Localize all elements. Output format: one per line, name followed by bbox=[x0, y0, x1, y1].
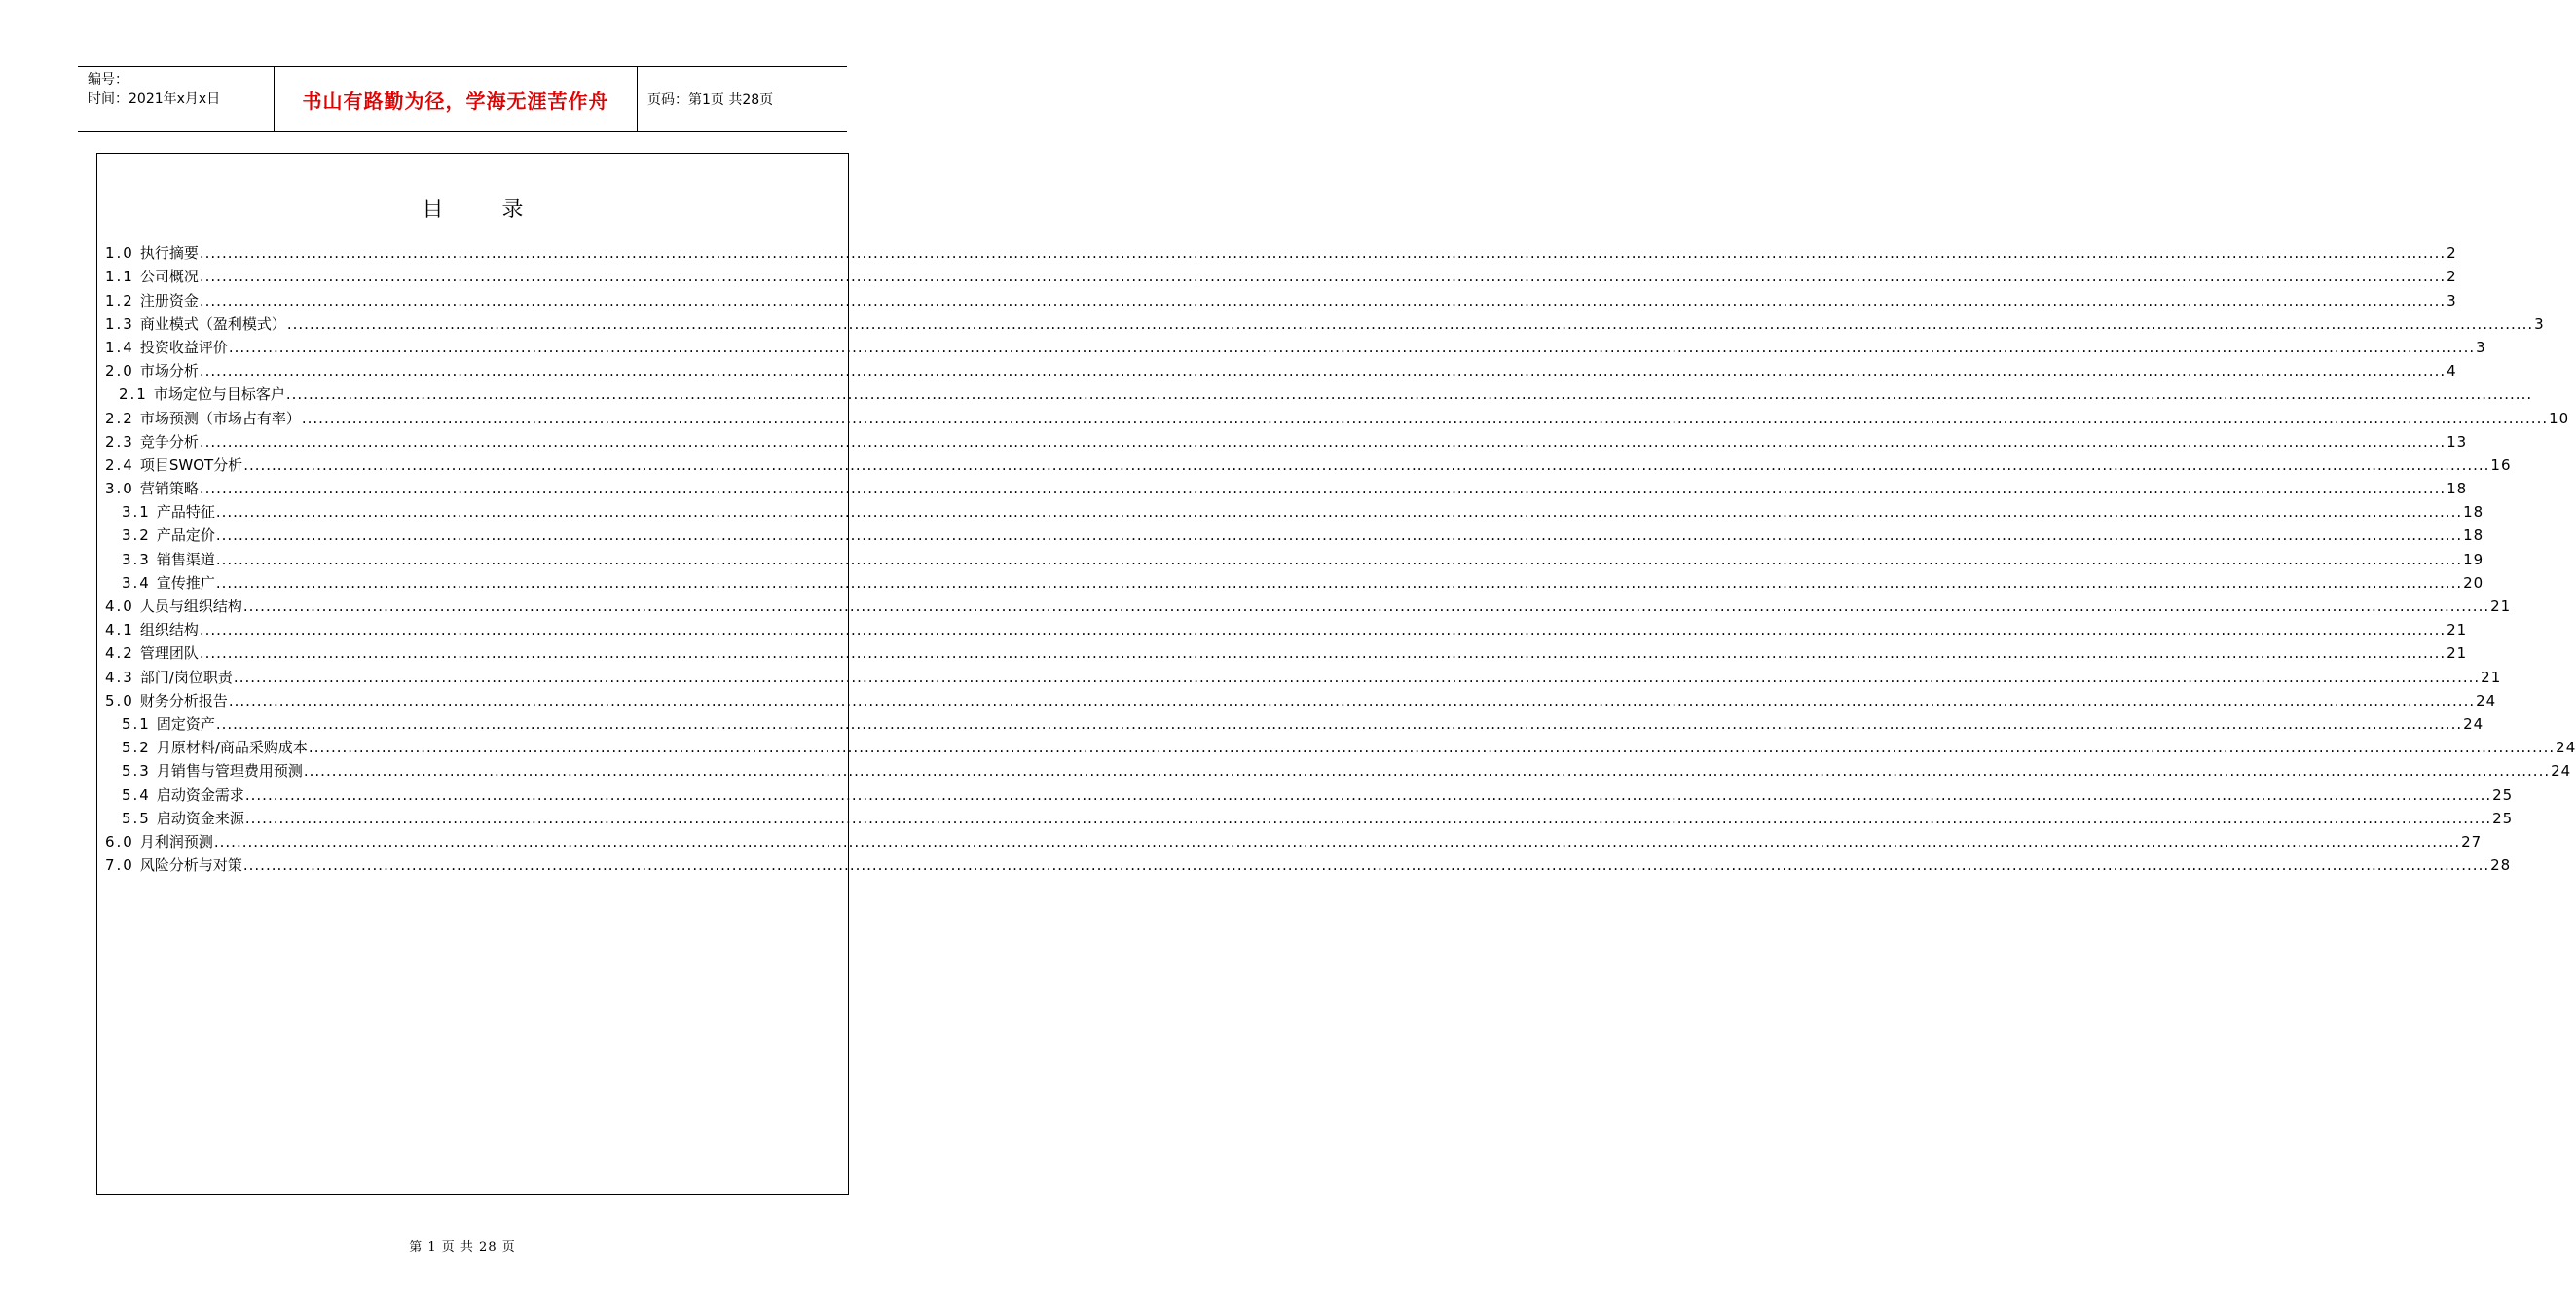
toc-dot-leader: ................................................................................................................................................................................................................................................................................................................................................................................................................ bbox=[215, 550, 2463, 568]
toc-entry[interactable] bbox=[105, 263, 2457, 286]
toc-entry-page: 2 bbox=[2447, 244, 2457, 263]
toc-entry-page: 18 bbox=[2463, 503, 2484, 522]
toc-dot-leader: ................................................................................................................................................................................................................................................................................................................................................................................................................ bbox=[199, 480, 2447, 498]
toc-dot-leader: ................................................................................................................................................................................................................................................................................................................................................................................................................ bbox=[199, 432, 2447, 451]
toc-entry-number: 2.4 bbox=[105, 455, 134, 474]
toc-dot-leader: ................................................................................................................................................................................................................................................................................................................................................................................................................ bbox=[215, 503, 2463, 522]
toc-dot-leader: ................................................................................................................................................................................................................................................................................................................................................................................................................ bbox=[243, 455, 2490, 474]
toc-entry-title: 风险分析与对策 bbox=[139, 856, 242, 875]
toc-entry[interactable] bbox=[105, 310, 2545, 334]
toc-entry[interactable] bbox=[105, 286, 2457, 309]
toc-entry-number: 1.4 bbox=[105, 338, 134, 356]
toc-entry[interactable] bbox=[105, 710, 2484, 734]
toc-entry-page: 2 bbox=[2447, 268, 2457, 286]
toc-entry-title: 月销售与管理费用预测 bbox=[156, 762, 303, 781]
toc-entry-title: 启动资金需求 bbox=[156, 785, 244, 804]
toc-entry-number: 1.0 bbox=[105, 244, 134, 263]
header-page-info: 页码：第1页 共28页 bbox=[647, 92, 774, 108]
toc-entry-number: 2.1 bbox=[119, 385, 148, 404]
toc-entry-title: 营销策略 bbox=[139, 480, 199, 498]
header-meta bbox=[78, 67, 274, 131]
toc-entry-number: 1.2 bbox=[105, 291, 134, 309]
toc-entry-page: 3 bbox=[2534, 314, 2545, 333]
serial-number-label: 编号： bbox=[88, 72, 129, 88]
toc-entry[interactable] bbox=[105, 687, 2497, 710]
toc-dot-leader: ................................................................................................................................................................................................................................................................................................................................................................................................................ bbox=[286, 314, 2534, 333]
toc-entry-number: 5.1 bbox=[122, 714, 151, 733]
toc-entry-page: 19 bbox=[2463, 550, 2484, 568]
toc-entry-page: 21 bbox=[2481, 668, 2502, 686]
toc-entry-number: 7.0 bbox=[105, 856, 134, 875]
toc-entry-number: 3.0 bbox=[105, 480, 134, 498]
toc-entry-page: 25 bbox=[2492, 809, 2514, 827]
toc-entry-title: 固定资产 bbox=[156, 714, 215, 733]
toc-dot-leader: ................................................................................................................................................................................................................................................................................................................................................................................................................ bbox=[285, 385, 2533, 404]
toc-entry-page: 24 bbox=[2476, 691, 2497, 709]
toc-entry[interactable] bbox=[105, 781, 2514, 804]
toc-dot-leader: ................................................................................................................................................................................................................................................................................................................................................................................................................ bbox=[199, 644, 2447, 663]
toc-entry-number: 5.0 bbox=[105, 691, 134, 709]
toc-entry-title: 投资收益评价 bbox=[139, 338, 228, 356]
toc-dot-leader: ................................................................................................................................................................................................................................................................................................................................................................................................................ bbox=[303, 762, 2551, 781]
toc-entry-page: 25 bbox=[2492, 785, 2514, 804]
toc-entry-title: 注册资金 bbox=[139, 291, 199, 309]
toc-entry-page: 28 bbox=[2490, 856, 2512, 875]
toc-entry-title: 产品特征 bbox=[156, 503, 215, 522]
toc-entry-number: 5.4 bbox=[122, 785, 151, 804]
toc-entry-page: 20 bbox=[2463, 573, 2484, 592]
toc-frame bbox=[96, 153, 2576, 1195]
toc-entry[interactable] bbox=[105, 404, 2570, 427]
page-header bbox=[78, 66, 847, 132]
toc-entry-title: 销售渠道 bbox=[156, 550, 215, 568]
toc-entry[interactable] bbox=[105, 593, 2512, 616]
toc-entry[interactable] bbox=[105, 239, 2457, 263]
toc-entry[interactable] bbox=[105, 428, 2468, 452]
toc-entry[interactable] bbox=[105, 663, 2502, 686]
toc-entry[interactable] bbox=[105, 357, 2457, 381]
toc-entry-title: 人员与组织结构 bbox=[139, 598, 242, 615]
toc-entry[interactable] bbox=[105, 734, 2576, 757]
toc-entry-number: 2.2 bbox=[105, 409, 134, 427]
toc-entry-page: 3 bbox=[2447, 291, 2457, 309]
toc-entry-number: 6.0 bbox=[105, 832, 134, 851]
toc-entry-number: 4.1 bbox=[105, 621, 134, 639]
toc-entry-number: 5.2 bbox=[122, 739, 151, 757]
toc-entry-page: 13 bbox=[2447, 432, 2468, 451]
toc-entry-number: 3.4 bbox=[122, 573, 151, 592]
toc-entry-page: 18 bbox=[2463, 527, 2484, 545]
toc-entry[interactable] bbox=[105, 805, 2514, 828]
toc-dot-leader: ................................................................................................................................................................................................................................................................................................................................................................................................................ bbox=[308, 739, 2556, 757]
toc-entry-title: 管理团队 bbox=[139, 644, 199, 663]
toc-entry-number: 5.5 bbox=[122, 809, 151, 827]
toc-entry-number: 4.2 bbox=[105, 644, 134, 663]
toc-entry-title: 部门/岗位职责 bbox=[139, 668, 233, 686]
toc-dot-leader: ................................................................................................................................................................................................................................................................................................................................................................................................................ bbox=[215, 714, 2463, 733]
page-footer: 第 1 页 共 28 页 bbox=[409, 1240, 516, 1254]
toc-entry-page: 3 bbox=[2476, 338, 2486, 356]
toc-dot-leader: ................................................................................................................................................................................................................................................................................................................................................................................................................ bbox=[301, 409, 2549, 427]
toc-dot-leader: ................................................................................................................................................................................................................................................................................................................................................................................................................ bbox=[244, 809, 2492, 827]
toc-entry-title: 商业模式（盈利模式） bbox=[139, 314, 286, 333]
toc-entry-title: 市场分析 bbox=[139, 362, 199, 381]
toc-entry-number: 3.3 bbox=[122, 550, 151, 568]
toc-entry-page: 21 bbox=[2447, 644, 2468, 663]
toc-entry[interactable] bbox=[105, 475, 2468, 498]
toc-entry-number: 2.0 bbox=[105, 362, 134, 381]
toc-dot-leader: ................................................................................................................................................................................................................................................................................................................................................................................................................ bbox=[228, 338, 2476, 356]
toc-list bbox=[105, 239, 2576, 875]
toc-entry-title: 执行摘要 bbox=[139, 244, 199, 263]
date-label: 时间：2021年x月x日 bbox=[88, 91, 221, 107]
toc-entry-number: 1.1 bbox=[105, 268, 134, 286]
toc-entry-page: 4 bbox=[2447, 362, 2457, 381]
toc-dot-leader: ................................................................................................................................................................................................................................................................................................................................................................................................................ bbox=[199, 244, 2447, 263]
toc-entry-number: 5.3 bbox=[122, 762, 151, 781]
toc-entry[interactable] bbox=[105, 616, 2468, 639]
toc-entry-number: 1.3 bbox=[105, 314, 134, 333]
toc-entry[interactable] bbox=[105, 639, 2468, 663]
toc-dot-leader: ................................................................................................................................................................................................................................................................................................................................................................................................................ bbox=[215, 573, 2463, 592]
toc-dot-leader: ................................................................................................................................................................................................................................................................................................................................................................................................................ bbox=[199, 291, 2447, 309]
toc-entry-title: 项目SWOT分析 bbox=[139, 455, 243, 474]
toc-entry-title: 竞争分析 bbox=[139, 432, 199, 451]
toc-entry-page: 24 bbox=[2463, 714, 2484, 733]
toc-entry-title: 宣传推广 bbox=[156, 573, 215, 592]
toc-entry-page: 10 bbox=[2549, 409, 2570, 427]
toc-entry-number: 3.1 bbox=[122, 503, 151, 522]
toc-entry[interactable] bbox=[105, 852, 2512, 875]
toc-entry-title: 月利润预测 bbox=[139, 832, 213, 851]
toc-dot-leader: ................................................................................................................................................................................................................................................................................................................................................................................................................ bbox=[228, 691, 2476, 709]
toc-dot-leader: ................................................................................................................................................................................................................................................................................................................................................................................................................ bbox=[242, 598, 2490, 615]
toc-dot-leader: ................................................................................................................................................................................................................................................................................................................................................................................................................ bbox=[213, 832, 2461, 851]
toc-entry-page: 24 bbox=[2556, 739, 2576, 757]
toc-entry-title: 公司概况 bbox=[139, 268, 199, 286]
toc-dot-leader: ................................................................................................................................................................................................................................................................................................................................................................................................................ bbox=[215, 527, 2463, 545]
toc-entry-number: 4.3 bbox=[105, 668, 134, 686]
toc-entry-page: 27 bbox=[2461, 832, 2483, 851]
toc-title: 目录 bbox=[422, 198, 582, 222]
toc-entry[interactable] bbox=[105, 334, 2486, 357]
toc-entry[interactable] bbox=[105, 757, 2572, 781]
toc-entry-number: 4.0 bbox=[105, 598, 134, 615]
toc-entry-title: 产品定价 bbox=[156, 527, 215, 545]
toc-entry[interactable] bbox=[105, 545, 2484, 568]
toc-entry-title: 启动资金来源 bbox=[156, 809, 244, 827]
toc-entry-title: 月原材料/商品采购成本 bbox=[156, 739, 308, 757]
toc-dot-leader: ................................................................................................................................................................................................................................................................................................................................................................................................................ bbox=[244, 785, 2492, 804]
toc-entry[interactable] bbox=[105, 522, 2484, 545]
header-motto: 书山有路勤为径，学海无涯苦作舟 bbox=[274, 67, 638, 131]
toc-entry-page: 18 bbox=[2447, 480, 2468, 498]
toc-entry-page: 21 bbox=[2447, 621, 2468, 639]
toc-entry-title: 组织结构 bbox=[139, 621, 199, 639]
toc-entry-page: 24 bbox=[2551, 762, 2572, 781]
toc-entry-title: 市场定位与目标客户 bbox=[153, 385, 285, 404]
toc-entry[interactable] bbox=[105, 381, 2533, 404]
toc-dot-leader: ................................................................................................................................................................................................................................................................................................................................................................................................................ bbox=[233, 668, 2481, 686]
toc-entry[interactable] bbox=[105, 569, 2484, 593]
toc-entry[interactable] bbox=[105, 828, 2483, 852]
toc-entry-page: 16 bbox=[2490, 455, 2512, 474]
toc-entry-number: 2.3 bbox=[105, 432, 134, 451]
toc-dot-leader: ................................................................................................................................................................................................................................................................................................................................................................................................................ bbox=[242, 856, 2490, 875]
toc-dot-leader: ................................................................................................................................................................................................................................................................................................................................................................................................................ bbox=[199, 621, 2447, 639]
toc-entry-page: 21 bbox=[2490, 598, 2512, 615]
toc-entry-title: 市场预测（市场占有率） bbox=[139, 409, 301, 427]
toc-dot-leader: ................................................................................................................................................................................................................................................................................................................................................................................................................ bbox=[199, 268, 2447, 286]
toc-entry-number: 3.2 bbox=[122, 527, 151, 545]
toc-entry[interactable] bbox=[105, 498, 2484, 522]
toc-entry-title: 财务分析报告 bbox=[139, 691, 228, 709]
toc-entry[interactable] bbox=[105, 452, 2512, 475]
toc-dot-leader: ................................................................................................................................................................................................................................................................................................................................................................................................................ bbox=[199, 362, 2447, 381]
